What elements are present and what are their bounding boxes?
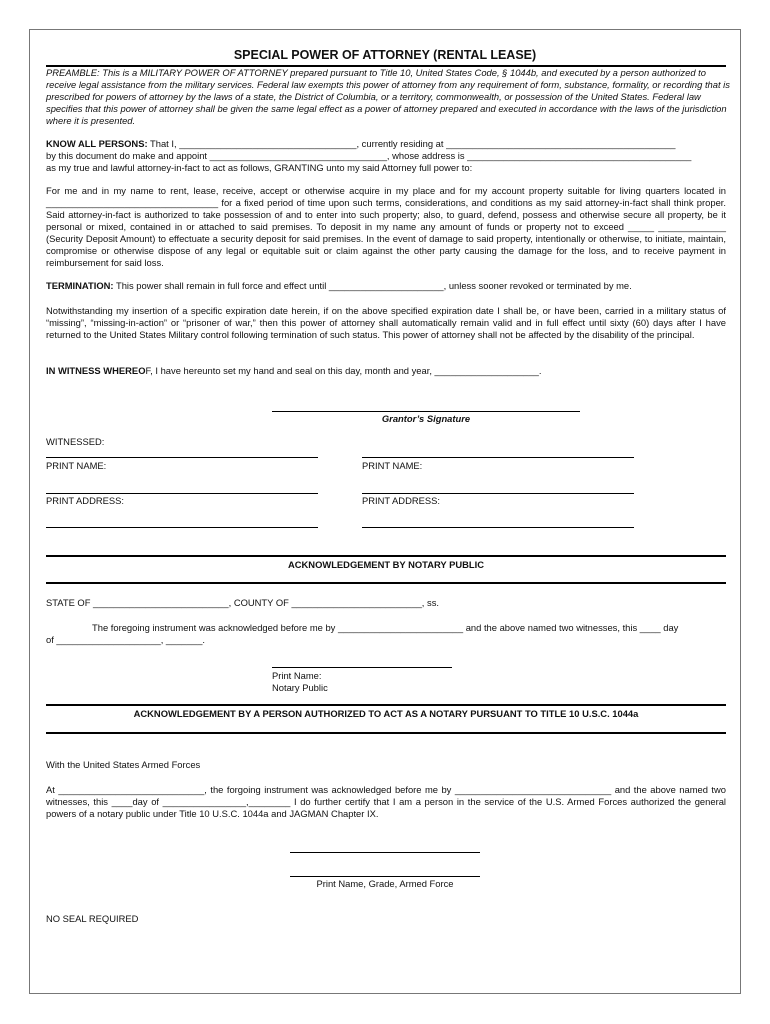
witnessed-label: WITNESSED: [46, 436, 105, 447]
military-notary-rule-bottom [46, 732, 726, 734]
preamble: PREAMBLE: This is a MILITARY POWER OF ATTORNEY prepared pursuant to Title 10, United States Code, § 1044b, and executed by a person authorized to receive legal assistance from the military services. Federal law exempts this power of attorney from any requirement of form, substance, formality, or recording that is prescribed for powers of attorney by the laws of a state, the District of Columbia, or a territory, commonwealth, or possession of the United States. Federal law specifies that this power of attorney shall be given the same legal effect as a power of attorney prepared and executed in accordance with the laws of the jurisdiction where it is presented. [46, 67, 730, 126]
witness2-print-address: PRINT ADDRESS: [362, 495, 440, 506]
military-notary-name-line[interactable] [290, 876, 480, 877]
witness-paragraph [46, 365, 726, 377]
know-all-persons-section [46, 138, 726, 174]
witness1-print-address: PRINT ADDRESS: [46, 495, 124, 506]
military-notary-signature-line[interactable] [290, 852, 480, 853]
notary-signature-line[interactable] [272, 667, 452, 668]
document-page [29, 29, 741, 994]
witness2-name-line[interactable] [362, 493, 634, 494]
grantor-signature-line[interactable] [272, 411, 580, 412]
witness1-print-name: PRINT NAME: [46, 460, 107, 471]
know-all-line2: by this document do make and appoint __________________________________, whose address is ___________________________________________ [46, 150, 692, 161]
termination-label: TERMINATION: [46, 280, 114, 291]
witness-text: F, I have hereunto set my hand and seal on this day, month and year, ____________________. [145, 365, 542, 376]
military-notary-caption: Print Name, Grade, Armed Force [316, 878, 454, 889]
notary-title: ACKNOWLEDGEMENT BY NOTARY PUBLIC [287, 559, 484, 570]
witness1-name-line[interactable] [46, 493, 318, 494]
notary-foregoing-line2: of ____________________, _______. [46, 634, 206, 645]
termination-text: This power shall remain in full force and effect until ______________________, unless sooner revoked or terminated by me. [115, 280, 632, 291]
grantor-signature-label: Grantor’s Signature [381, 413, 471, 424]
witness-label: IN WITNESS WHEREO [46, 365, 146, 376]
notary-rule-bottom [46, 582, 726, 584]
witness2-signature-line[interactable] [362, 457, 634, 458]
know-all-label: KNOW ALL PERSONS: [46, 138, 148, 149]
military-acknowledgement-text: At ____________________________, the forgoing instrument was acknowledged before me by ______________________________ and the above named two witnesses, this ____day of ________________,________ I do further certify that I am a person in the service of the U.S. Armed Forces authorized the general powers of a notary public under Title 10 U.S.C. 1044a and JAGMAN Chapter IX. [46, 784, 726, 819]
witness2-address-line[interactable] [362, 527, 634, 528]
military-notary-title: ACKNOWLEDGEMENT BY A PERSON AUTHORIZED TO ACT AS A NOTARY PURSUANT TO TITLE 10 U.S.C. 1044a [133, 708, 639, 719]
notary-state-line: STATE OF __________________________, COUNTY OF _________________________, ss. [46, 597, 439, 608]
military-notary-rule-top [46, 704, 726, 706]
know-all-line1: That I, __________________________________, currently residing at ____________________________________________ [150, 138, 676, 149]
armed-forces-label: With the United States Armed Forces [46, 759, 201, 770]
witness1-signature-line[interactable] [46, 457, 318, 458]
termination-paragraph [46, 280, 726, 292]
witness2-print-name: PRINT NAME: [362, 460, 423, 471]
notary-print-name: Print Name: [272, 670, 322, 681]
notwithstanding-paragraph: Notwithstanding my insertion of a specific expiration date herein, if on the above specified expiration date I shall be, or have been, carried in a military status of “missing”, “missing-in-action” or “prisoner of war,” then this power of attorney shall automatically remain valid and in full effect until sixty (60) days after I have returned to the United States Military control following termination of such status. This power of attorney shall not be affected by the disability of the principal. [46, 305, 726, 340]
no-seal-required: NO SEAL REQUIRED [46, 913, 139, 924]
know-all-line3: as my true and lawful attorney-in-fact to act as follows, GRANTING unto my said Attorney full power to: [46, 162, 473, 173]
document-title: SPECIAL POWER OF ATTORNEY (RENTAL LEASE) [233, 48, 537, 62]
notary-rule-top [46, 555, 726, 557]
rent-lease-paragraph: For me and in my name to rent, lease, receive, accept or otherwise acquire in my place and for my account property suitable for living quarters located in _________________________________ for a fixed period of time upon such terms, considerations, and conditions as my said attorney-in-fact shall think proper. Said attorney-in-fact is authorized to take possession of and to enter into such property; also, to guard, defend, possess and otherwise secure all property, be it personal or mixed, contained in or attached to said premises. To deposit in my name any amount of funds or property not to exceed _____ _____________ (Security Deposit Amount) to effectuate a security deposit for said premises. In the event of damage to said property, intentionally or otherwise, to initiate, maintain, compromise or otherwise dispose of any legal or equitable suit or claim against the other party causing the damage for the loss, and to receive payment in reimbursement for said loss. [46, 185, 726, 268]
witness1-address-line[interactable] [46, 527, 318, 528]
notary-public-label: Notary Public [272, 682, 328, 693]
notary-foregoing-line1: The foregoing instrument was acknowledged before me by ________________________ and the above named two witnesses, this ____ day [92, 622, 679, 633]
